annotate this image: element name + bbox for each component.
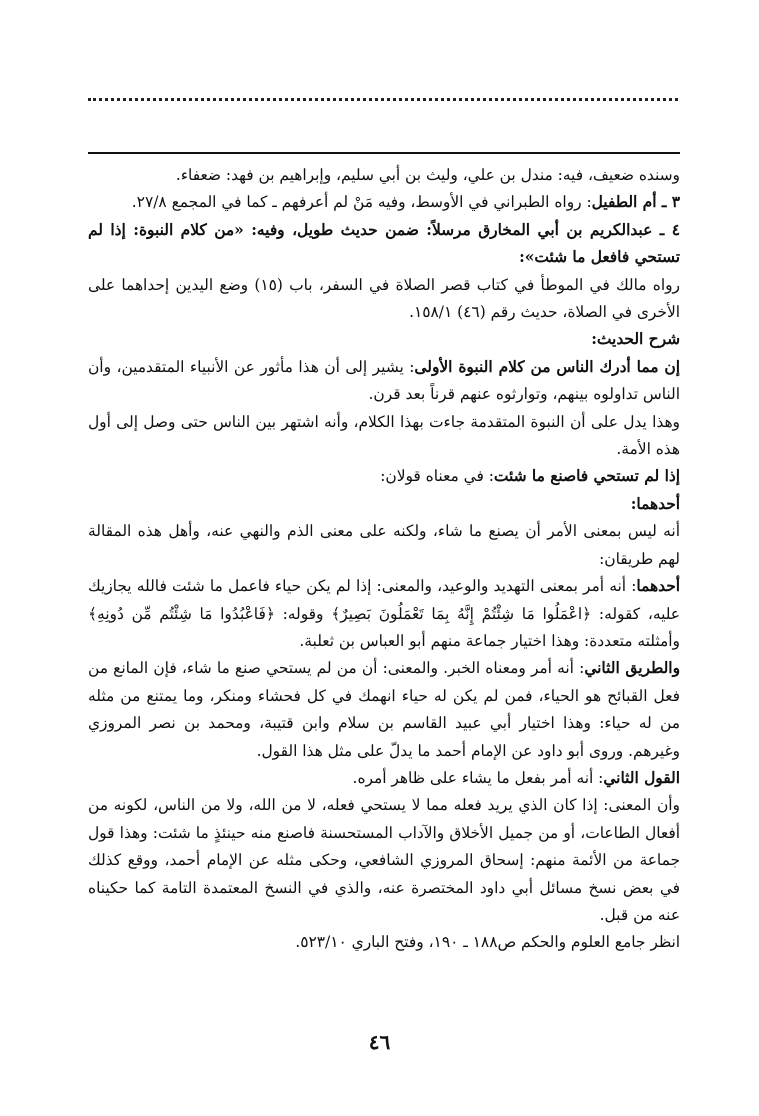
paragraph: ٣ ـ أم الطفيل: رواه الطبراني في الأوسط، وفيه مَنْ لم أعرفهم ـ كما في المجمع ٢٧/٨.	[131, 193, 680, 212]
dotted-separator	[88, 98, 678, 101]
paragraph: القول الثاني: أنه أمر بفعل ما يشاء على ظاهر أمره.	[352, 768, 680, 787]
page-body	[88, 162, 680, 957]
paragraph: إن مما أدرك الناس من كلام النبوة الأولى: يشير إلى أن هذا مأثور عن الأنبياء المتقدمين، وأن الناس تداولوه بينهم، وتوارثوه عنهم قرناً بعد قرن.	[88, 357, 680, 404]
paragraph: والطريق الثاني: أنه أمر ومعناه الخبر. والمعنى: أن من لم يستحي صنع ما شاء، فإن المانع من فعل القبائح هو الحياء، فمن لم يكن له حياء انهمك في كل فحشاء ومنكر، وما يمتنع من مثله من له حياء: وهذا اختيار أبي عبيد القاسم بن سلام وابن قتيبة، ومحمد بن نصر المروزي وغيرهم. وروى أبو داود عن الإمام أحمد ما يدلّ على مثل هذا القول.	[88, 659, 680, 760]
section-heading: أحدهما:	[630, 494, 680, 513]
paragraph: وسنده ضعيف، فيه: مندل بن علي، وليث بن أبي سليم، وإبراهيم بن فهد: ضعفاء.	[175, 166, 680, 184]
section-heading: شرح الحديث:	[591, 330, 680, 349]
paragraph: ٤ ـ عبدالكريم بن أبي المخارق مرسلاً: ضمن حديث طويل، وفيه: «من كلام النبوة: إذا لم تستحي فافعل ما شئت»:	[88, 220, 680, 267]
page-number: ٤٦	[368, 1030, 391, 1054]
footnote-rule	[88, 152, 680, 154]
paragraph: وأن المعنى: إذا كان الذي يريد فعله مما لا يستحي فعله، لا من الله، ولا من الناس، لكونه من أفعال الطاعات، أو من جميل الأخلاق والآداب المستحسنة فاصنع منه حينئذٍ ما شئت: وهذا قول جماعة من الأئمة منهم: إسحاق المروزي الشافعي، وحكى مثله عن الإمام أحمد، ووقع كذلك في بعض نسخ مسائل أبي داود المختصرة عنه، والذي في النسخ المعتمدة التامة كما حكيناه عنه من قبل.	[88, 796, 680, 924]
reference-line: انظر جامع العلوم والحكم ص١٨٨ ـ ١٩٠، وفتح الباري ٥٢٣/١٠.	[295, 933, 680, 952]
paragraph: إذا لم تستحي فاصنع ما شئت: في معناه قولان:	[380, 467, 680, 486]
paragraph: أحدهما: أنه أمر بمعنى التهديد والوعيد، والمعنى: إذا لم يكن حياء فاعمل ما شئت فالله يجازيك عليه، كقوله: ﴿اعْمَلُوا مَا شِئْتُمْ إِنَّهُ بِمَا تَعْمَلُونَ بَصِيرٌ﴾ وقوله: ﴿فَاعْبُدُوا مَا شِئْتُم مِّن دُونِهِ﴾ وأمثلته متعددة: وهذا اختيار جماعة منهم أبو العباس بن ثعلبة.	[88, 577, 680, 650]
paragraph: وهذا يدل على أن النبوة المتقدمة جاءت بهذا الكلام، وأنه اشتهر بين الناس حتى وصل إلى أول هذه الأمة.	[88, 412, 680, 459]
paragraph: رواه مالك في الموطأ في كتاب قصر الصلاة في السفر، باب (١٥) وضع اليدين إحداهما على الأخرى في الصلاة، حديث رقم (٤٦) ١٥٨/١.	[88, 275, 680, 322]
paragraph: أنه ليس بمعنى الأمر أن يصنع ما شاء، ولكنه على معنى الذم والنهي عنه، وأهل هذه المقالة لهم طريقان:	[88, 522, 680, 568]
